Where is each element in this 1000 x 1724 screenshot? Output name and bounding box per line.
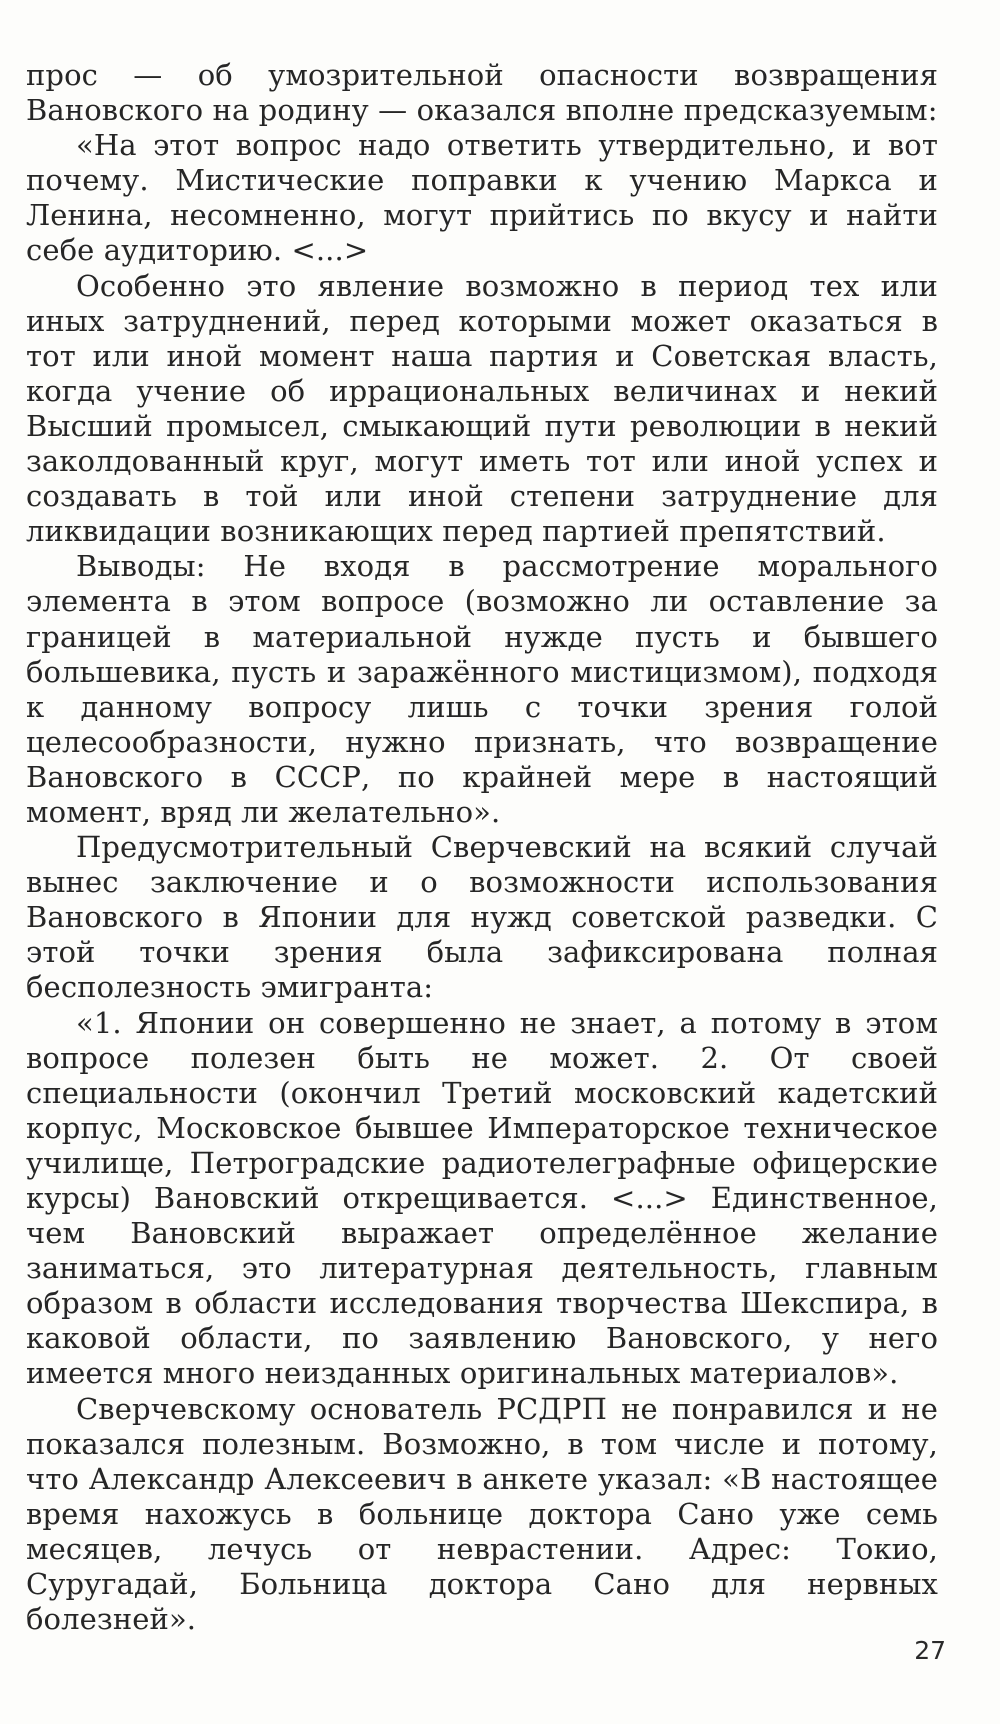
paragraph-quote-conclusions: Выводы: Не входя в рассмотрение морального элемента в этом вопросе (возможно ли оставление за границей в материальной нужде пусть и бывшего большевика, пусть и заражённого мистицизмом), подходя к данному вопросу лишь с точки зрения голой целесообразности, нужно признать, что возвращение Вановского в СССР, по крайней мере в настоящий момент, вряд ли желательно».: [26, 549, 938, 829]
paragraph-closing: Сверчевскому основатель РСДРП не понравился и не показался полезным. Возможно, в том числе и потому, что Александр Алексеевич в анкете указал: «В настоящее время нахожусь в больнице доктора Сано уже семь месяцев, лечусь от неврастении. Адрес: Токио, Суругадай, Больница доктора Сано для нервных болезней».: [26, 1391, 938, 1637]
paragraph-continuation: прос — об умозрительной опасности возвращения Вановского на родину — оказался вполне предсказуемым:: [26, 58, 938, 128]
page-number: 27: [914, 1636, 946, 1665]
paragraph-quote-start: «На этот вопрос надо ответить утвердительно, и вот почему. Мистические поправки к учению Маркса и Ленина, несомненно, могут прийтись по вкусу и найти себе аудиторию. <...>: [26, 128, 938, 268]
body-text: [26, 58, 938, 1637]
paragraph-quote-japan: «1. Японии он совершенно не знает, а потому в этом вопросе полезен быть не может. 2. От своей специальности (окончил Третий московский кадетский корпус, Московское бывшее Императорское техническое училище, Петроградские радиотелеграфные офицерские курсы) Вановский открещивается. <...> Единственное, чем Вановский выражает определённое желание заниматься, это литературная деятельность, главным образом в области исследования творчества Шекспира, в каковой области, по заявлению Вановского, у него имеется много неизданных оригинальных материалов».: [26, 1005, 938, 1391]
paragraph-sverchevsky: Предусмотрительный Сверчевский на всякий случай вынес заключение и о возможности использования Вановского в Японии для нужд советской разведки. С этой точки зрения была зафиксирована полная бесполезность эмигранта:: [26, 830, 938, 1005]
paragraph-quote-difficulties: Особенно это явление возможно в период тех или иных затруднений, перед которыми может оказаться в тот или иной момент наша партия и Советская власть, когда учение об иррациональных величинах и некий Высший промысел, смыкающий пути революции в некий заколдованный круг, могут иметь тот или иной успех и создавать в той или иной степени затруднение для ликвидации возникающих перед партией препятствий.: [26, 268, 938, 549]
